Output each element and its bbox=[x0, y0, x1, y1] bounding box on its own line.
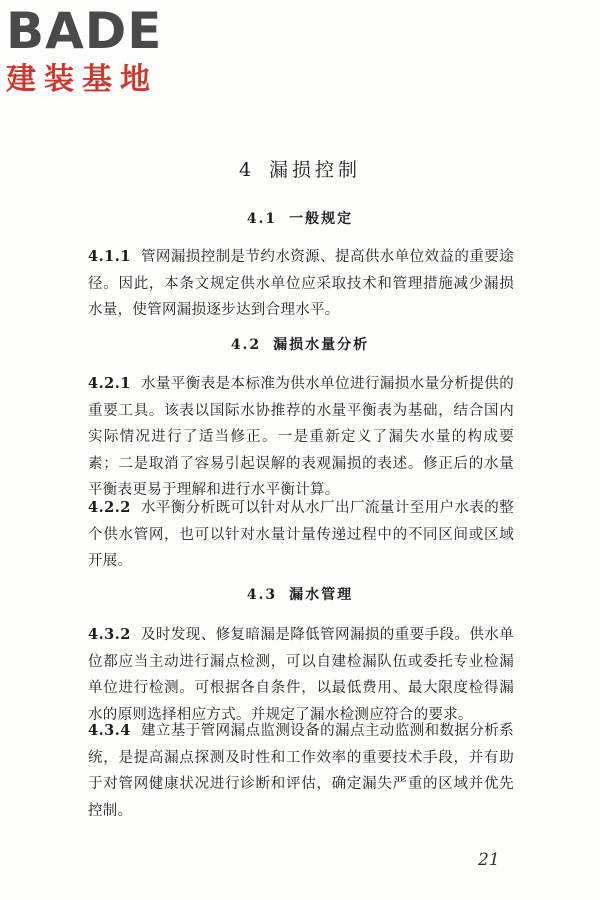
clause-number: 4.3.4 bbox=[88, 722, 131, 739]
chapter-number: 4 bbox=[238, 159, 256, 181]
clause-text: 及时发现、修复暗漏是降低管网漏损的重要手段。供水单位都应当主动进行漏点检测，可以自建检漏队伍或委托专业检漏单位进行检测。可根据各自条件，以最低费用、最大限度检得漏水的原则选择相应方式。并规定了漏水检测应符合的要求。 bbox=[88, 627, 514, 723]
section-title-4-2 bbox=[0, 334, 600, 356]
clause-number: 4.3.2 bbox=[88, 626, 131, 643]
clause-text: 建立基于管网漏点监测设备的漏点主动监测和数据分析系统，是提高漏点探测及时性和工作效率的重要技术手段，并有助于对管网健康状况进行诊断和评估，确定漏失严重的区域并优先控制。 bbox=[88, 723, 514, 819]
page-number: 21 bbox=[478, 850, 500, 870]
clause-number: 4.2.2 bbox=[88, 499, 131, 516]
section-title-4-3 bbox=[0, 584, 600, 606]
section-heading: 一般规定 bbox=[289, 211, 354, 227]
section-number: 4.1 bbox=[246, 211, 278, 227]
section-heading: 漏损水量分析 bbox=[273, 337, 370, 353]
chapter-heading: 漏损控制 bbox=[269, 159, 362, 181]
clause-text: 水量平衡表是本标准为供水单位进行漏损水量分析提供的重要工具。该表以国际水协推荐的水量平衡表为基础，结合国内实际情况进行了适当修正。一是重新定义了漏失水量的构成要素；二是取消了容易引起误解的表观漏损的表述。修正后的水量平衡表更易于理解和进行水平衡计算。 bbox=[88, 376, 514, 498]
clause-text: 管网漏损控制是节约水资源、提高供水单位效益的重要途径。因此，本条文规定供水单位应采取技术和管理措施减少漏损水量，使管网漏损逐步达到合理水平。 bbox=[88, 249, 514, 318]
clause-4-3-2 bbox=[88, 622, 514, 728]
section-title-4-1 bbox=[0, 208, 600, 230]
clause-4-3-4 bbox=[88, 718, 514, 824]
clause-text: 水平衡分析既可以针对从水厂出厂流量计至用户水表的整个供水管网，也可以针对水量计量传递过程中的不同区间或区域开展。 bbox=[88, 500, 514, 569]
clause-4-2-2 bbox=[88, 495, 514, 575]
section-heading: 漏水管理 bbox=[289, 587, 354, 603]
chapter-title bbox=[0, 156, 600, 184]
clause-number: 4.1.1 bbox=[88, 248, 131, 265]
section-number: 4.2 bbox=[230, 337, 262, 353]
clause-4-2-1 bbox=[88, 371, 514, 504]
logo-subtitle: 建装基地 bbox=[6, 62, 158, 97]
logo-wordmark: BADE bbox=[6, 2, 163, 60]
clause-4-1-1 bbox=[88, 244, 514, 324]
section-number: 4.3 bbox=[246, 587, 278, 603]
clause-number: 4.2.1 bbox=[88, 375, 131, 392]
watermark-logo bbox=[6, 2, 181, 102]
